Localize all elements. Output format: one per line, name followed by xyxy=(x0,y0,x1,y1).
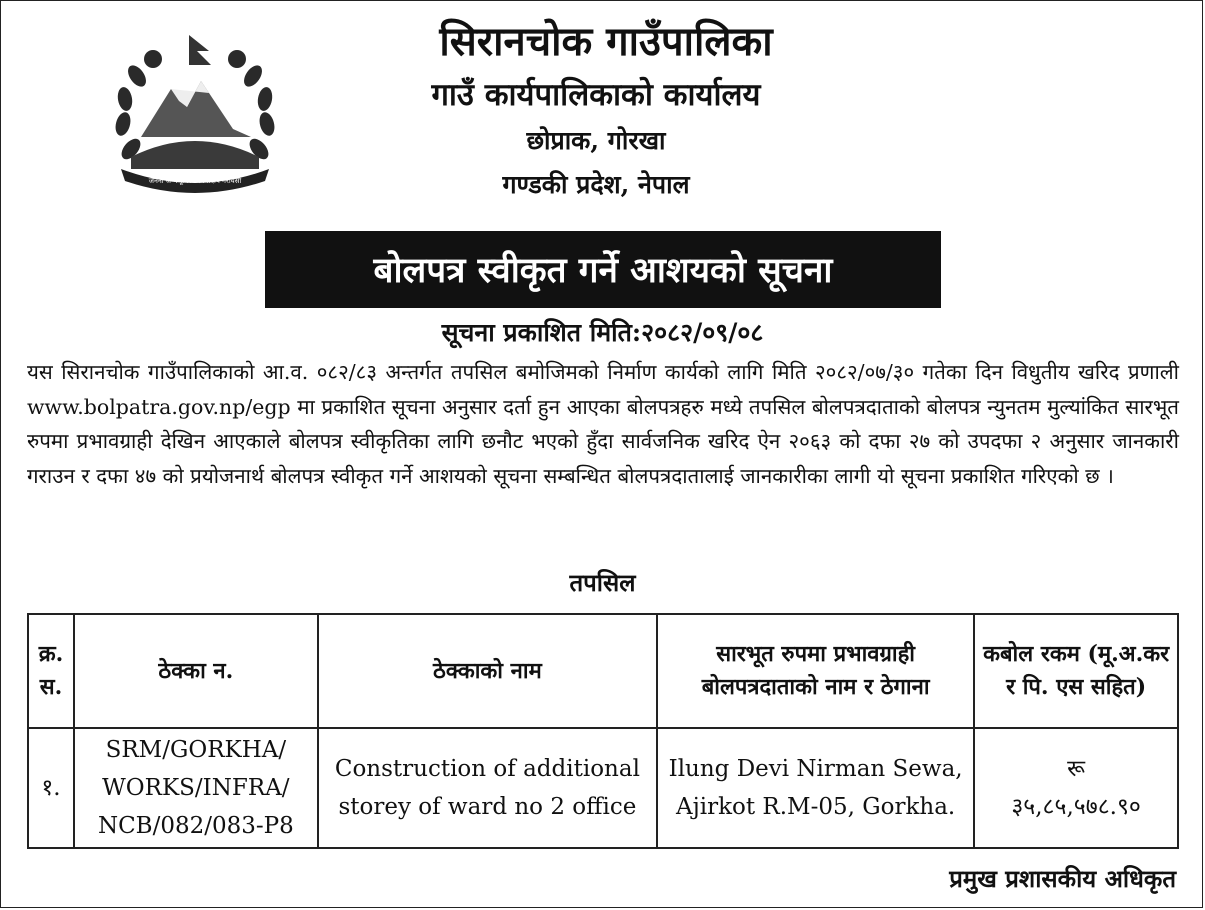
header-amount: कबोल रकम (मू.अ.कर र पि. एस सहित) xyxy=(974,614,1178,728)
section-heading: तपसिल xyxy=(569,568,636,597)
header-bidder: सारभूत रुपमा प्रभावग्राही बोलपत्रदाताको नाम र ठेगाना xyxy=(657,614,974,728)
cell-contract-name: Construction of additional storey of ward no 2 office xyxy=(318,728,657,848)
cell-sn: १. xyxy=(28,728,74,848)
cell-amount xyxy=(974,728,1178,848)
letterhead xyxy=(301,13,1001,207)
office-address: छोप्राक, गोरखा xyxy=(526,126,666,155)
notice-body: यस सिरानचोक गाउँपालिकाको आ.व. ०८२/८३ अन्तर्गत तपसिल बमोजिमको निर्माण कार्यको लागि मिति २०८२/०७/३० गतेका दिन विधुतीय खरिद प्रणाली www.bolpatra.gov.np/egp मा प्रकाशित सूचना अनुसार दर्ता हुन आएका बोलपत्रहरु मध्ये तपसिल बोलपत्रदाताको बोलपत्र न्युनतम मुल्यांकित सारभूत रुपमा प्रभावग्राही देखिन आएकाले बोलपत्र स्वीकृतिका लागि छनौट भएको हुँदा सार्वजनिक खरिद ऐन २०६३ को दफा २७ को उपदफा २ अनुसार जानकारी गराउन र दफा ४७ को प्रयोजनार्थ बोलपत्र स्वीकृत गर्ने आशयको सूचना सम्बन्धित बोलपत्रदातालाई जानकारीका लागी यो सूचना प्रकाशित गरिएको छ । xyxy=(27,360,1179,488)
header-contract-name: ठेक्काको नाम xyxy=(318,614,657,728)
published-date: सूचना प्रकाशित मिति:२०८२/०९/०८ xyxy=(441,318,764,347)
province-name: गण्डकी प्रदेश, नेपाल xyxy=(502,170,690,199)
header-sn: क्र. स. xyxy=(28,614,74,728)
cell-contract-no: SRM/GORKHA/ WORKS/INFRA/ NCB/082/083-P8 xyxy=(74,728,318,848)
contract-table xyxy=(27,613,1179,849)
table-row xyxy=(28,728,1178,848)
municipality-name: सिरानचोक गाउँपालिका xyxy=(439,18,773,65)
signatory-title: प्रमुख प्रशासकीय अधिकृत xyxy=(949,864,1176,893)
emblem-motto: जननी जन्मभूमिश्च स्वर्गादपि गरीयसी xyxy=(148,177,242,185)
table-header-row xyxy=(28,614,1178,728)
office-name: गाउँ कार्यपालिकाको कार्यालय xyxy=(431,77,761,113)
cell-bidder: Ilung Devi Nirman Sewa, Ajirkot R.M-05, Gorkha. xyxy=(657,728,974,848)
currency-label: रू xyxy=(1067,756,1086,782)
notice-title: बोलपत्र स्वीकृत गर्ने आशयको सूचना xyxy=(265,231,941,308)
amount-value: ३५,८५,५७८.९० xyxy=(1011,794,1141,820)
header-contract-no: ठेक्का न. xyxy=(74,614,318,728)
